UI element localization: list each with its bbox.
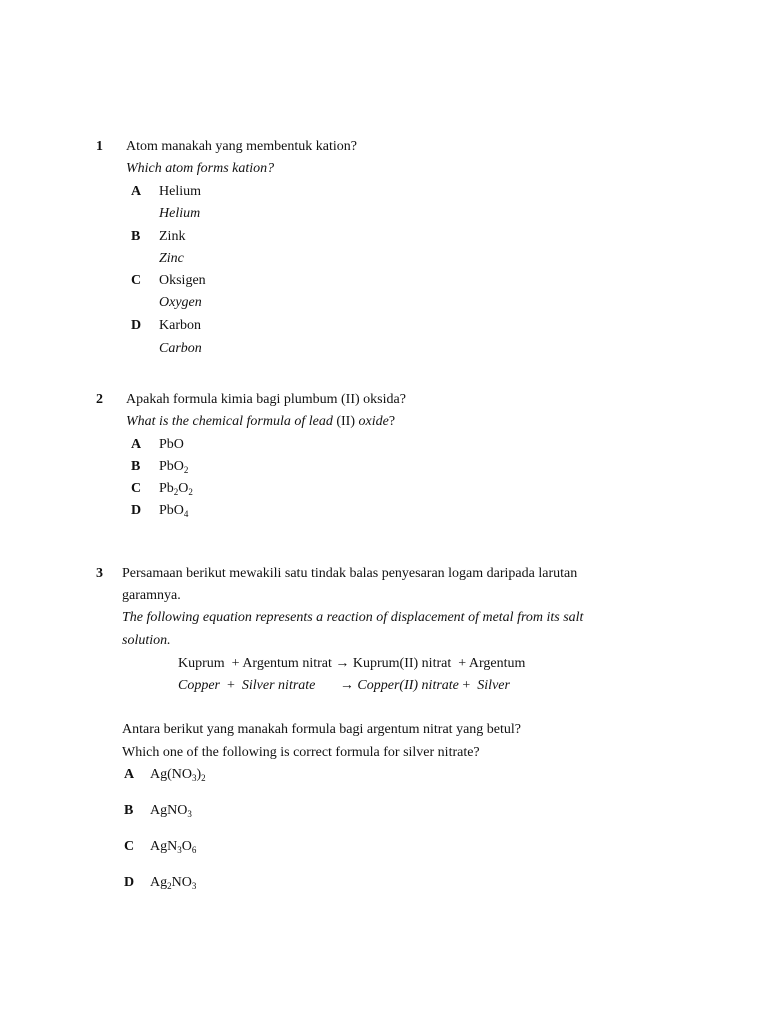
formula-subscript: 3 (187, 809, 192, 819)
formula-part: Ag(NO (150, 767, 192, 782)
formula-subscript: 2 (173, 487, 179, 497)
arrow-icon: → (339, 678, 354, 693)
sub-question-english: Which one of the following is correct formula for silver nitrate? (122, 745, 480, 760)
equation-product: Argentum (468, 656, 526, 671)
formula-part: O (178, 481, 189, 496)
equation-product: Kuprum(II) nitrat (352, 656, 452, 671)
question-number: 3 (96, 566, 103, 581)
sub-question-malay: Antara berikut yang manakah formula bagi argentum nitrat yang betul? (122, 722, 521, 737)
equation-reactant: Silver nitrate (241, 678, 316, 693)
question-text-malay: Atom manakah yang membentuk kation? (126, 139, 357, 154)
option-text-english: Carbon (159, 341, 202, 356)
formula-part: NO (171, 875, 192, 890)
formula-subscript: 2 (167, 881, 172, 891)
formula-part: ) (196, 767, 202, 782)
question-text-malay: Apakah formula kimia bagi plumbum (II) oksida? (126, 392, 406, 407)
question-number: 2 (96, 392, 103, 407)
question-number: 1 (96, 139, 103, 154)
option-text-english: Oxygen (159, 295, 202, 310)
question-text-english (126, 413, 395, 431)
formula-part: Pb (159, 481, 174, 496)
option-formula (150, 766, 206, 784)
formula-subscript: 3 (177, 845, 182, 855)
option-letter: A (131, 184, 142, 199)
question-text-english: The following equation represents a reaction of displacement of metal from its salt (122, 610, 584, 625)
option-letter: B (131, 459, 141, 474)
formula-part: Ag (150, 875, 168, 890)
option-letter: C (131, 273, 142, 288)
question-text-malay: garamnya. (122, 588, 181, 603)
option-text-english: Helium (159, 206, 201, 221)
option-letter: D (131, 503, 142, 518)
formula-part: PbO (159, 503, 184, 518)
option-letter: B (131, 229, 141, 244)
option-letter: C (131, 481, 142, 496)
question-text-english: solution. (122, 633, 171, 648)
formula-subscript: 2 (201, 773, 206, 783)
option-text-english: Zinc (159, 251, 184, 266)
option-formula (159, 502, 188, 520)
equation-english (178, 677, 510, 695)
formula-subscript: 3 (192, 773, 197, 783)
formula-part: AgNO (150, 803, 188, 818)
question-text-english: Which atom forms kation? (126, 161, 275, 176)
formula-subscript: 4 (183, 509, 189, 519)
question-text-english-part: ? (388, 414, 396, 429)
option-letter: D (124, 875, 135, 890)
formula-part: AgN (150, 839, 178, 854)
option-formula (150, 874, 196, 892)
formula-part: PbO (159, 437, 184, 452)
equation-reactant: Argentum nitrat (242, 656, 332, 671)
option-formula (150, 838, 196, 856)
equation-plus: + (231, 656, 240, 671)
equation-product: Copper(II) nitrate (357, 678, 459, 693)
question-text-english-part: What is the chemical formula of lead (126, 414, 333, 429)
option-letter: C (124, 839, 135, 854)
formula-subscript: 2 (183, 465, 189, 475)
option-letter: A (124, 767, 135, 782)
equation-plus: + (227, 678, 235, 693)
question-text-english-part: (II) (336, 414, 356, 429)
formula-subscript: 6 (191, 845, 197, 855)
option-text-malay: Zink (159, 229, 186, 244)
equation-plus: + (462, 678, 471, 693)
option-text-malay: Oksigen (159, 273, 206, 288)
option-formula (159, 458, 188, 476)
formula-part: O (181, 839, 192, 854)
option-letter: A (131, 437, 142, 452)
option-formula (159, 480, 193, 498)
equation-product: Silver (477, 678, 510, 693)
option-letter: D (131, 318, 142, 333)
question-text-english-part: oxide (358, 414, 389, 429)
equation-reactant: Kuprum (178, 656, 225, 671)
formula-subscript: 2 (188, 487, 193, 497)
option-text-malay: Helium (159, 184, 201, 199)
question-text-malay: Persamaan berikut mewakili satu tindak balas penyesaran logam daripada larutan (122, 566, 578, 581)
arrow-icon: → (335, 656, 350, 671)
equation-plus: + (458, 656, 467, 671)
formula-subscript: 3 (191, 881, 197, 891)
formula-part: PbO (159, 459, 184, 474)
option-formula (159, 436, 184, 454)
option-formula (150, 802, 192, 820)
equation-reactant: Copper (178, 678, 220, 693)
equation-malay (178, 655, 525, 673)
option-letter: B (124, 803, 134, 818)
option-text-malay: Karbon (159, 318, 201, 333)
